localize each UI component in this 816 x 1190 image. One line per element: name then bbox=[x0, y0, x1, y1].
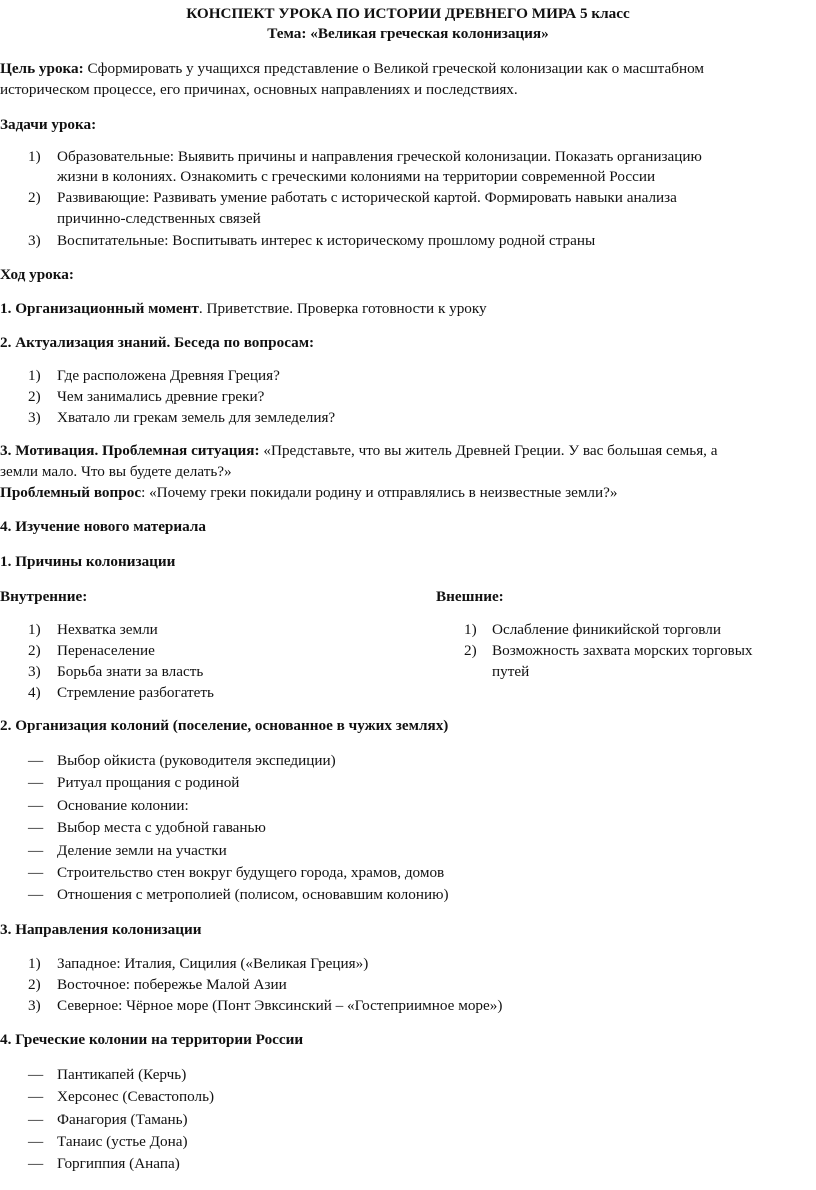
colony-text: Танаис (устье Дона) bbox=[57, 1133, 188, 1150]
list-number: 2) bbox=[28, 642, 41, 659]
question-text: Где расположена Древняя Греция? bbox=[57, 367, 280, 384]
item-text: Ритуал прощания с родиной bbox=[57, 774, 240, 791]
cause-text: Стремление разбогатеть bbox=[57, 684, 214, 701]
direction-text: Западное: Италия, Сицилия («Великая Греция») bbox=[57, 955, 369, 972]
list-number: 3) bbox=[28, 663, 41, 680]
item-text: Основание колонии: bbox=[57, 797, 189, 814]
list-number: 1) bbox=[28, 955, 41, 972]
directions-heading: 3. Направления колонизации bbox=[0, 921, 202, 938]
goal-label: Цель урока: bbox=[0, 60, 84, 77]
colony-text: Пантикапей (Керчь) bbox=[57, 1066, 187, 1083]
cause-text: Возможность захвата морских торговых bbox=[492, 642, 753, 659]
tasks-heading: Задачи урока: bbox=[0, 116, 97, 133]
dash-bullet: — bbox=[28, 797, 44, 814]
external-causes-label: Внешние: bbox=[436, 588, 504, 605]
problem-question bbox=[0, 482, 816, 503]
goal-text-2: историческом процессе, его причинах, основных направлениях и последствиях. bbox=[0, 81, 518, 98]
task-text: Образовательные: Выявить причины и направления греческой колонизации. Показать организацию bbox=[57, 148, 702, 165]
cause-text: Перенаселение bbox=[57, 642, 155, 659]
colony-text: Херсонес (Севастополь) bbox=[57, 1088, 215, 1105]
cause-text: Борьба знати за власть bbox=[57, 663, 204, 680]
item-text: Деление земли на участки bbox=[57, 842, 227, 859]
list-number: 1) bbox=[464, 621, 477, 638]
list-number: 4) bbox=[28, 684, 41, 701]
list-number: 2) bbox=[464, 642, 477, 659]
direction-text: Северное: Чёрное море (Понт Эвксинский – «Гостеприимное море») bbox=[57, 997, 503, 1014]
step-1-title: 1. Организационный момент bbox=[0, 300, 199, 317]
item-text: Выбор места с удобной гаванью bbox=[57, 819, 266, 836]
dash-bullet: — bbox=[28, 1088, 44, 1105]
list-number: 1) bbox=[28, 367, 41, 384]
step-1-text: . Приветствие. Проверка готовности к уроку bbox=[198, 300, 487, 317]
step-3-text-1: «Представьте, что вы житель Древней Греции. У вас большая семья, а bbox=[259, 442, 718, 459]
dash-bullet: — bbox=[28, 1111, 44, 1128]
task-text: причинно-следственных связей bbox=[57, 210, 261, 227]
cause-text: Нехватка земли bbox=[57, 621, 158, 638]
cause-text: путей bbox=[492, 663, 530, 680]
cause-text: Ослабление финикийской торговли bbox=[492, 621, 721, 638]
step-3 bbox=[0, 440, 816, 461]
item-text: Отношения с метрополией (полисом, основавшим колонию) bbox=[57, 886, 449, 903]
goal-paragraph bbox=[0, 58, 816, 79]
organization-heading: 2. Организация колоний (поселение, основанное в чужих землях) bbox=[0, 717, 449, 734]
course-heading: Ход урока: bbox=[0, 266, 74, 283]
dash-bullet: — bbox=[28, 752, 44, 769]
item-text: Строительство стен вокруг будущего города, храмов, домов bbox=[57, 864, 445, 881]
list-number: 2) bbox=[28, 189, 41, 206]
step-1 bbox=[0, 298, 816, 319]
colony-text: Горгиппия (Анапа) bbox=[57, 1155, 180, 1172]
dash-bullet: — bbox=[28, 886, 44, 903]
goal-text-1: Сформировать у учащихся представление о Великой греческой колонизации как о масштабном bbox=[83, 60, 705, 77]
colony-text: Фанагория (Тамань) bbox=[57, 1111, 188, 1128]
list-number: 3) bbox=[28, 997, 41, 1014]
causes-heading: 1. Причины колонизации bbox=[0, 553, 176, 570]
task-text: жизни в колониях. Ознакомить с греческими колониями на территории современной России bbox=[57, 168, 656, 185]
question-text: Чем занимались древние греки? bbox=[57, 388, 265, 405]
list-number: 2) bbox=[28, 388, 41, 405]
step-2-title: 2. Актуализация знаний. Беседа по вопросам: bbox=[0, 334, 315, 351]
task-text: Развивающие: Развивать умение работать с исторической картой. Формировать навыки анализа bbox=[57, 189, 677, 206]
dash-bullet: — bbox=[28, 774, 44, 791]
direction-text: Восточное: побережье Малой Азии bbox=[57, 976, 287, 993]
question-text: Хватало ли грекам земель для земледелия? bbox=[57, 409, 336, 426]
document-title: КОНСПЕКТ УРОКА ПО ИСТОРИИ ДРЕВНЕГО МИРА 5 класс bbox=[186, 5, 630, 22]
lesson-topic: Тема: «Великая греческая колонизация» bbox=[267, 25, 549, 42]
list-number: 3) bbox=[28, 232, 41, 249]
list-number: 1) bbox=[28, 148, 41, 165]
item-text: Выбор ойкиста (руководителя экспедиции) bbox=[57, 752, 336, 769]
dash-bullet: — bbox=[28, 1133, 44, 1150]
problem-text: : «Почему греки покидали родину и отправлялись в неизвестные земли?» bbox=[141, 484, 618, 501]
dash-bullet: — bbox=[28, 864, 44, 881]
internal-causes-label: Внутренние: bbox=[0, 588, 88, 605]
dash-bullet: — bbox=[28, 842, 44, 859]
russia-colonies-heading: 4. Греческие колонии на территории России bbox=[0, 1031, 304, 1048]
dash-bullet: — bbox=[28, 1066, 44, 1083]
task-text: Воспитательные: Воспитывать интерес к историческому прошлому родной страны bbox=[57, 232, 596, 249]
step-3-title: 3. Мотивация. Проблемная ситуация: bbox=[0, 442, 260, 459]
step-3-text-2: земли мало. Что вы будете делать?» bbox=[0, 463, 232, 480]
list-number: 1) bbox=[28, 621, 41, 638]
problem-label: Проблемный вопрос bbox=[0, 484, 142, 501]
step-4-title: 4. Изучение нового материала bbox=[0, 518, 206, 535]
list-number: 2) bbox=[28, 976, 41, 993]
dash-bullet: — bbox=[28, 1155, 44, 1172]
dash-bullet: — bbox=[28, 819, 44, 836]
list-number: 3) bbox=[28, 409, 41, 426]
